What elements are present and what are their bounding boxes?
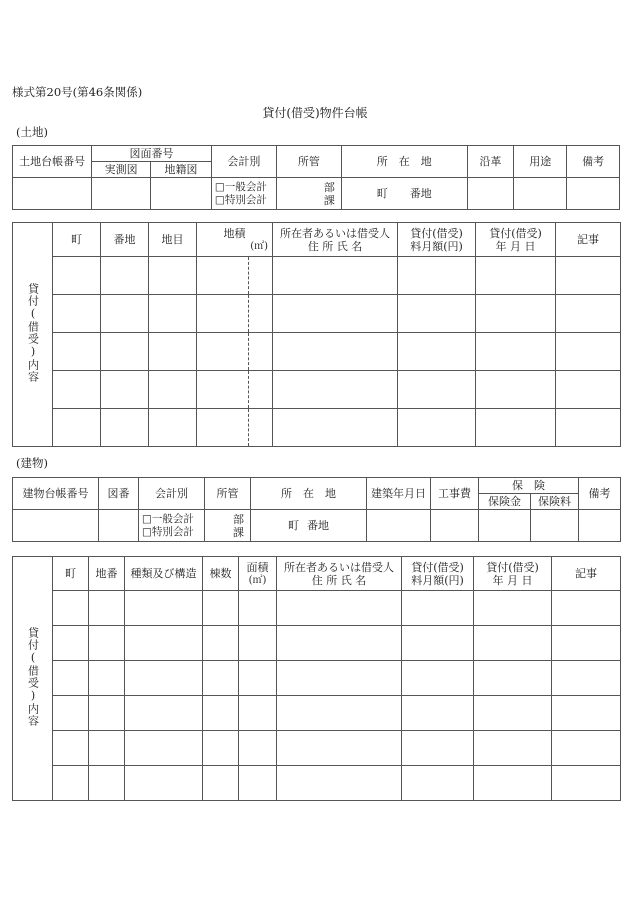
land-detail-cell[interactable] [249,257,273,295]
building-detail-date-header: 貸付(借受) 年 月 日 [474,557,552,591]
land-detail-cell[interactable] [53,371,101,409]
land-remarks-header: 備考 [567,146,620,178]
building-detail-cell[interactable] [402,766,474,801]
land-detail-category-header: 地目 [149,223,197,257]
land-detail-cell[interactable] [101,333,149,371]
building-detail-cell[interactable] [125,661,203,696]
building-detail-cell[interactable] [89,626,125,661]
land-summary-table [12,145,620,210]
land-detail-town-header: 町 [53,223,101,257]
building-detail-cell[interactable] [89,591,125,626]
building-detail-area-header: 面積 (㎡) [239,557,277,591]
building-insured-amount-header: 保険金 [479,494,531,510]
building-drawing-header: 図番 [99,478,139,510]
building-detail-notes-header: 記事 [552,557,621,591]
land-detail-cell[interactable] [273,257,398,295]
building-detail-cell[interactable] [474,696,552,731]
land-account-type-cell[interactable] [211,178,276,210]
land-detail-cell[interactable] [273,409,398,447]
building-construction-cost-cell[interactable] [431,510,479,542]
building-detail-row [13,696,621,731]
land-detail-cell[interactable] [556,333,621,371]
building-remarks-header: 備考 [579,478,621,510]
building-detail-cell[interactable] [53,661,89,696]
land-ledger-no-header: 土地台帳番号 [13,146,92,178]
land-dept-label: 部 [323,180,335,194]
building-detail-cell[interactable] [53,626,89,661]
building-detail-cell[interactable] [239,696,277,731]
land-history-cell[interactable] [467,178,514,210]
building-detail-cell[interactable] [474,591,552,626]
land-survey-map-cell[interactable] [92,178,151,210]
land-detail-cell[interactable] [398,333,476,371]
building-detail-cell[interactable] [277,626,402,661]
building-detail-cell[interactable] [203,661,239,696]
building-ledger-no-cell[interactable] [13,510,99,542]
building-jurisdiction-header: 所管 [205,478,251,510]
building-detail-cell[interactable] [89,661,125,696]
land-detail-date-header: 貸付(借受) 年 月 日 [476,223,556,257]
building-general-account-checkbox[interactable]: □一般会計 [142,512,194,525]
land-detail-cell[interactable] [149,257,197,295]
building-detail-cell[interactable] [474,731,552,766]
land-detail-cell[interactable] [249,295,273,333]
building-detail-cell[interactable] [53,591,89,626]
land-ledger-no-cell[interactable] [13,178,92,210]
building-detail-cell[interactable] [53,696,89,731]
land-detail-row [13,257,621,295]
land-detail-cell[interactable] [53,409,101,447]
building-account-type-cell[interactable] [139,510,205,542]
building-detail-cell[interactable] [402,626,474,661]
land-detail-cell[interactable] [53,333,101,371]
land-detail-lot-header: 番地 [101,223,149,257]
building-detail-table [12,556,621,801]
land-survey-map-header: 実測図 [92,162,151,178]
land-detail-cell[interactable] [398,257,476,295]
building-detail-cell[interactable] [203,766,239,801]
building-detail-cell[interactable] [239,661,277,696]
building-detail-kind-header: 種類及び構造 [125,557,203,591]
building-detail-cell[interactable] [402,591,474,626]
building-summary-table [12,477,621,542]
land-detail-cell[interactable] [53,295,101,333]
building-detail-cell[interactable] [402,661,474,696]
land-detail-cell[interactable] [556,257,621,295]
land-detail-row [13,371,621,409]
land-detail-cell[interactable] [476,295,556,333]
land-location-header: 所 在 地 [341,146,467,178]
building-detail-cell[interactable] [125,626,203,661]
land-detail-cell[interactable] [101,257,149,295]
building-detail-cell[interactable] [89,696,125,731]
building-detail-cell[interactable] [239,591,277,626]
land-detail-cell[interactable] [273,295,398,333]
building-detail-row [13,731,621,766]
building-detail-cell[interactable] [552,766,621,801]
building-location-cell[interactable] [251,510,367,542]
building-detail-cell[interactable] [53,731,89,766]
land-detail-cell[interactable] [53,257,101,295]
land-remarks-cell[interactable] [567,178,620,210]
building-town-label: 町 [288,519,299,532]
land-usage-cell[interactable] [514,178,567,210]
building-premium-cell[interactable] [531,510,579,542]
building-built-date-header: 建築年月日 [367,478,431,510]
land-detail-row [13,333,621,371]
building-detail-cell[interactable] [474,766,552,801]
land-detail-cell[interactable] [249,409,273,447]
building-detail-cell[interactable] [203,591,239,626]
land-detail-rent-header: 貸付(借受) 料月額(円) [398,223,476,257]
land-map-no-header: 図面番号 [92,146,212,162]
land-detail-cell[interactable] [273,371,398,409]
building-detail-cell[interactable] [125,591,203,626]
land-detail-row [13,409,621,447]
building-detail-cell[interactable] [203,696,239,731]
building-detail-count-header: 棟数 [203,557,239,591]
building-section-label: (建物) [16,456,48,470]
building-detail-cell[interactable] [552,661,621,696]
land-detail-cell[interactable] [398,409,476,447]
building-detail-cell[interactable] [203,626,239,661]
building-account-type-header: 会計別 [139,478,205,510]
building-detail-cell[interactable] [474,626,552,661]
land-detail-table [12,222,621,447]
building-detail-cell[interactable] [89,731,125,766]
building-insured-amount-cell[interactable] [479,510,531,542]
land-detail-cell[interactable] [197,257,249,295]
land-detail-cell[interactable] [556,409,621,447]
land-detail-cell[interactable] [556,295,621,333]
building-location-header: 所 在 地 [251,478,367,510]
land-location-cell[interactable] [341,178,467,210]
land-section-label-cell: 課 [323,193,335,207]
land-detail-row [13,295,621,333]
building-built-date-cell[interactable] [367,510,431,542]
building-detail-row [13,626,621,661]
building-detail-row [13,661,621,696]
land-section-label: (土地) [16,125,48,139]
building-detail-cell[interactable] [277,731,402,766]
land-cadastral-map-cell[interactable] [151,178,212,210]
land-detail-cell[interactable] [149,333,197,371]
land-detail-cell[interactable] [398,295,476,333]
land-detail-area-header: 地積 (㎡) [197,223,273,257]
building-special-account-checkbox[interactable]: □特別会計 [142,525,194,538]
building-detail-cell[interactable] [277,696,402,731]
building-detail-cell[interactable] [239,766,277,801]
building-detail-cell[interactable] [53,766,89,801]
building-detail-cell[interactable] [239,626,277,661]
land-detail-cell[interactable] [101,409,149,447]
building-construction-cost-header: 工事費 [431,478,479,510]
building-detail-row [13,766,621,801]
land-detail-notes-header: 記事 [556,223,621,257]
land-detail-cell[interactable] [101,371,149,409]
building-detail-row [13,591,621,626]
land-detail-cell[interactable] [197,295,249,333]
land-detail-cell[interactable] [476,257,556,295]
land-detail-cell[interactable] [149,371,197,409]
building-section-label-cell: 課 [233,525,244,539]
building-remarks-cell[interactable] [579,510,621,542]
building-detail-cell[interactable] [125,696,203,731]
land-detail-cell[interactable] [101,295,149,333]
land-detail-cell[interactable] [249,371,273,409]
land-detail-cell[interactable] [476,409,556,447]
building-detail-cell[interactable] [552,626,621,661]
building-detail-cell[interactable] [474,661,552,696]
building-detail-cell[interactable] [203,731,239,766]
building-detail-rent-header: 貸付(借受) 料月額(円) [402,557,474,591]
land-detail-owner-header: 所在者あるいは借受人 住 所 氏 名 [273,223,398,257]
land-detail-cell[interactable] [476,371,556,409]
land-general-account-checkbox[interactable]: □一般会計 [214,180,267,193]
building-lot-label: 番地 [307,519,329,532]
building-premium-header: 保険料 [531,494,579,510]
building-detail-cell[interactable] [239,731,277,766]
building-insurance-header: 保 険 [479,478,579,494]
building-detail-cell[interactable] [125,731,203,766]
land-town-label: 町 [376,187,388,200]
land-detail-cell[interactable] [476,333,556,371]
building-drawing-cell[interactable] [99,510,139,542]
form-number: 様式第20号(第46条関係) [12,85,143,99]
land-detail-cell[interactable] [197,371,249,409]
building-detail-cell[interactable] [89,766,125,801]
building-detail-town-header: 町 [53,557,89,591]
land-detail-cell[interactable] [273,333,398,371]
land-detail-cell[interactable] [149,295,197,333]
land-detail-cell[interactable] [197,333,249,371]
building-ledger-no-header: 建物台帳番号 [13,478,99,510]
building-detail-cell[interactable] [277,591,402,626]
building-detail-cell[interactable] [402,731,474,766]
building-detail-cell[interactable] [277,766,402,801]
building-detail-owner-header: 所在者あるいは借受人 住 所 氏 名 [277,557,402,591]
land-detail-cell[interactable] [197,409,249,447]
land-detail-side-label: 貸付(借受)内容 [13,223,53,447]
land-jurisdiction-cell[interactable] [276,178,341,210]
building-detail-lot-header: 地番 [89,557,125,591]
building-dept-label: 部 [233,512,244,526]
land-special-account-checkbox[interactable]: □特別会計 [214,193,267,206]
building-jurisdiction-cell[interactable] [205,510,251,542]
building-detail-cell[interactable] [552,591,621,626]
land-cadastral-map-header: 地籍図 [151,162,212,178]
building-detail-cell[interactable] [552,696,621,731]
land-lot-label: 番地 [409,187,432,200]
land-jurisdiction-header: 所管 [276,146,341,178]
land-detail-cell[interactable] [149,409,197,447]
land-usage-header: 用途 [514,146,567,178]
land-detail-cell[interactable] [249,333,273,371]
building-detail-cell[interactable] [552,731,621,766]
document-title: 貸付(借受)物件台帳 [262,106,368,120]
land-detail-cell[interactable] [556,371,621,409]
land-account-type-header: 会計別 [211,146,276,178]
building-detail-cell[interactable] [277,661,402,696]
land-detail-cell[interactable] [398,371,476,409]
building-detail-side-label: 貸付(借受)内容 [13,557,53,801]
building-detail-cell[interactable] [402,696,474,731]
land-history-header: 沿革 [467,146,514,178]
building-detail-cell[interactable] [125,766,203,801]
